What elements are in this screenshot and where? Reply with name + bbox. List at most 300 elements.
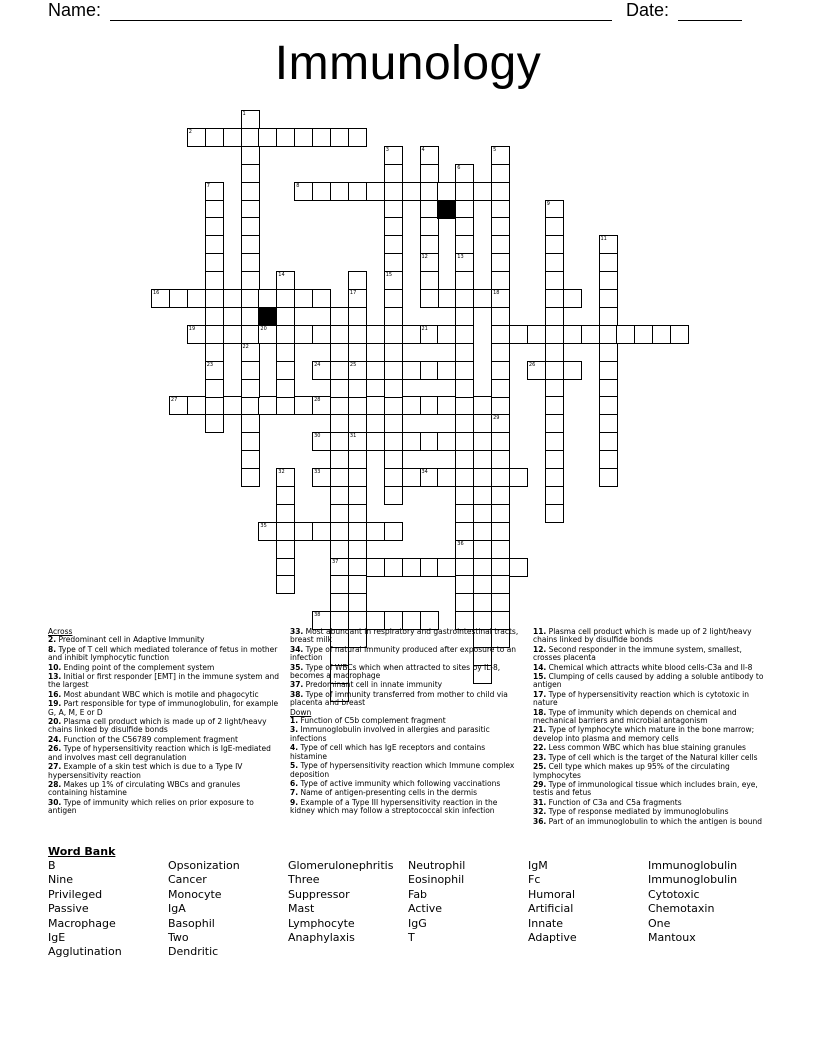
grid-cell[interactable] <box>330 432 349 451</box>
grid-cell[interactable] <box>455 343 474 362</box>
grid-cell[interactable] <box>241 164 260 183</box>
grid-cell[interactable] <box>241 271 260 290</box>
grid-cell[interactable] <box>330 343 349 362</box>
grid-cell[interactable] <box>348 414 367 433</box>
grid-cell[interactable] <box>348 128 367 147</box>
grid-cell[interactable] <box>241 396 260 415</box>
grid-cell[interactable] <box>348 432 367 451</box>
grid-cell[interactable] <box>348 486 367 505</box>
grid-cell[interactable] <box>258 325 277 344</box>
grid-cell[interactable] <box>187 396 206 415</box>
grid-cell[interactable] <box>491 504 510 523</box>
grid-cell[interactable] <box>491 486 510 505</box>
grid-cell[interactable] <box>420 558 439 577</box>
grid-cell[interactable] <box>348 396 367 415</box>
grid-cell[interactable] <box>545 504 564 523</box>
grid-cell[interactable] <box>599 379 618 398</box>
grid-cell[interactable] <box>599 289 618 308</box>
grid-cell[interactable] <box>545 217 564 236</box>
grid-cell[interactable] <box>652 325 671 344</box>
grid-cell[interactable] <box>455 164 474 183</box>
grid-cell[interactable] <box>545 343 564 362</box>
grid-cell[interactable] <box>366 522 385 541</box>
grid-cell[interactable] <box>348 504 367 523</box>
grid-cell[interactable] <box>455 182 474 201</box>
grid-cell[interactable] <box>312 468 331 487</box>
grid-cell[interactable] <box>455 289 474 308</box>
grid-cell[interactable] <box>509 468 528 487</box>
grid-cell[interactable] <box>169 289 188 308</box>
grid-cell[interactable] <box>348 593 367 612</box>
grid-cell[interactable] <box>384 146 403 165</box>
grid-cell[interactable] <box>384 271 403 290</box>
grid-cell[interactable] <box>420 217 439 236</box>
grid-cell[interactable] <box>384 200 403 219</box>
grid-cell[interactable] <box>420 253 439 272</box>
grid-cell[interactable] <box>294 325 313 344</box>
grid-cell[interactable] <box>545 468 564 487</box>
grid-cell[interactable] <box>312 325 331 344</box>
grid-cell[interactable] <box>205 396 224 415</box>
grid-cell[interactable] <box>384 217 403 236</box>
grid-cell[interactable] <box>348 307 367 326</box>
grid-cell[interactable] <box>437 558 456 577</box>
grid-cell[interactable] <box>545 396 564 415</box>
grid-cell[interactable] <box>276 379 295 398</box>
grid-cell[interactable] <box>205 361 224 380</box>
grid-cell[interactable] <box>473 522 492 541</box>
grid-cell[interactable] <box>241 217 260 236</box>
grid-cell[interactable] <box>294 128 313 147</box>
grid-cell[interactable] <box>491 164 510 183</box>
date-label: Date: <box>626 0 670 20</box>
grid-cell[interactable] <box>348 468 367 487</box>
grid-cell[interactable] <box>348 522 367 541</box>
grid-cell[interactable] <box>455 504 474 523</box>
grid-cell[interactable] <box>276 522 295 541</box>
grid-cell[interactable] <box>455 540 474 559</box>
grid-cell[interactable] <box>581 325 600 344</box>
grid-cell[interactable] <box>563 325 582 344</box>
grid-cell[interactable] <box>276 486 295 505</box>
grid-cell[interactable] <box>276 343 295 362</box>
grid-cell[interactable] <box>473 289 492 308</box>
grid-cell[interactable] <box>491 558 510 577</box>
grid-cell[interactable] <box>330 575 349 594</box>
grid-cell[interactable] <box>276 361 295 380</box>
grid-cell[interactable] <box>205 325 224 344</box>
grid-cell[interactable] <box>491 200 510 219</box>
grid-cell[interactable] <box>330 593 349 612</box>
grid-cell[interactable] <box>223 325 242 344</box>
grid-cell[interactable] <box>330 540 349 559</box>
clue <box>533 781 765 798</box>
grid-cell[interactable] <box>491 379 510 398</box>
grid-cell[interactable] <box>473 396 492 415</box>
grid-cell[interactable] <box>616 325 635 344</box>
grid-cell[interactable] <box>384 414 403 433</box>
grid-cell[interactable] <box>473 504 492 523</box>
grid-cell[interactable] <box>384 558 403 577</box>
grid-cell[interactable] <box>402 182 421 201</box>
grid-cell[interactable] <box>420 468 439 487</box>
grid-cell[interactable] <box>187 128 206 147</box>
grid-cell[interactable] <box>491 253 510 272</box>
grid-cell[interactable] <box>563 361 582 380</box>
grid-cell[interactable] <box>276 307 295 326</box>
grid-cell[interactable] <box>348 361 367 380</box>
grid-cell[interactable] <box>455 396 474 415</box>
grid-cell[interactable] <box>545 379 564 398</box>
grid-cell[interactable] <box>312 396 331 415</box>
grid-cell[interactable] <box>420 271 439 290</box>
grid-cell[interactable] <box>491 593 510 612</box>
grid-cell[interactable] <box>241 110 260 129</box>
grid-cell[interactable] <box>384 522 403 541</box>
grid-cell[interactable] <box>491 575 510 594</box>
clue <box>48 664 280 672</box>
grid-cell[interactable] <box>455 361 474 380</box>
grid-cell[interactable] <box>241 235 260 254</box>
grid-cell[interactable] <box>241 182 260 201</box>
grid-cell[interactable] <box>384 307 403 326</box>
grid-cell[interactable] <box>205 128 224 147</box>
grid-cell[interactable] <box>276 325 295 344</box>
grid-cell[interactable] <box>258 396 277 415</box>
grid-cell[interactable] <box>455 593 474 612</box>
grid-cell[interactable] <box>473 540 492 559</box>
grid-cell[interactable] <box>384 253 403 272</box>
grid-cell[interactable] <box>420 182 439 201</box>
grid-cell[interactable] <box>455 558 474 577</box>
grid-cell[interactable] <box>545 200 564 219</box>
grid-cell[interactable] <box>599 396 618 415</box>
grid-cell[interactable] <box>491 182 510 201</box>
grid-cell[interactable] <box>384 325 403 344</box>
grid-cell[interactable] <box>491 289 510 308</box>
grid-cell[interactable] <box>312 289 331 308</box>
grid-cell[interactable] <box>330 558 349 577</box>
grid-cell[interactable] <box>276 468 295 487</box>
grid-cell[interactable] <box>330 522 349 541</box>
grid-cell[interactable] <box>330 361 349 380</box>
grid-cell[interactable] <box>241 343 260 362</box>
grid-cell[interactable] <box>420 235 439 254</box>
grid-cell[interactable] <box>384 486 403 505</box>
date-field[interactable] <box>678 4 742 21</box>
grid-cell[interactable] <box>491 468 510 487</box>
grid-cell[interactable] <box>455 575 474 594</box>
grid-cell[interactable] <box>491 307 510 326</box>
grid-cell[interactable] <box>205 343 224 362</box>
grid-cell[interactable] <box>241 325 260 344</box>
grid-cell[interactable] <box>670 325 689 344</box>
grid-cell[interactable] <box>545 289 564 308</box>
grid-cell[interactable] <box>473 414 492 433</box>
grid-cell[interactable] <box>312 128 331 147</box>
grid-cell[interactable] <box>384 432 403 451</box>
grid-cell[interactable] <box>276 575 295 594</box>
grid-cell[interactable] <box>294 182 313 201</box>
grid-cell[interactable] <box>241 289 260 308</box>
grid-cell[interactable] <box>491 146 510 165</box>
grid-cell[interactable] <box>169 396 188 415</box>
grid-cell[interactable] <box>276 504 295 523</box>
grid-cell[interactable] <box>545 271 564 290</box>
grid-cell[interactable] <box>276 289 295 308</box>
grid-cell[interactable] <box>205 271 224 290</box>
grid-cell[interactable] <box>437 396 456 415</box>
grid-cell[interactable] <box>241 468 260 487</box>
grid-cell[interactable] <box>402 396 421 415</box>
grid-cell[interactable] <box>402 558 421 577</box>
grid-cell[interactable] <box>455 414 474 433</box>
grid-cell[interactable] <box>223 128 242 147</box>
grid-cell[interactable] <box>491 271 510 290</box>
grid-cell[interactable] <box>420 432 439 451</box>
grid-cell[interactable] <box>241 414 260 433</box>
grid-cell[interactable] <box>634 325 653 344</box>
down-heading: Down <box>290 707 312 717</box>
grid-cell[interactable] <box>491 540 510 559</box>
grid-cell[interactable] <box>420 146 439 165</box>
grid-cell[interactable] <box>491 217 510 236</box>
grid-cell[interactable] <box>473 450 492 469</box>
grid-cell[interactable] <box>330 468 349 487</box>
grid-cell[interactable] <box>384 361 403 380</box>
grid-cell[interactable] <box>312 522 331 541</box>
grid-cell[interactable] <box>312 432 331 451</box>
clues-column-2 <box>290 628 522 817</box>
grid-cell[interactable] <box>545 361 564 380</box>
grid-cell[interactable] <box>276 558 295 577</box>
grid-cell[interactable] <box>348 379 367 398</box>
grid-cell[interactable] <box>384 468 403 487</box>
grid-cell[interactable] <box>384 182 403 201</box>
grid-cell[interactable] <box>599 432 618 451</box>
grid-cell[interactable] <box>455 522 474 541</box>
grid-cell[interactable] <box>384 164 403 183</box>
grid-cell[interactable] <box>437 325 456 344</box>
grid-cell[interactable] <box>241 450 260 469</box>
grid-cell[interactable] <box>473 593 492 612</box>
grid-cell[interactable] <box>455 200 474 219</box>
grid-cell[interactable] <box>330 486 349 505</box>
grid-cell[interactable] <box>491 450 510 469</box>
grid-cell[interactable] <box>205 217 224 236</box>
grid-cell[interactable] <box>348 343 367 362</box>
grid-cell[interactable] <box>599 450 618 469</box>
grid-cell[interactable] <box>241 379 260 398</box>
grid-cell[interactable] <box>437 182 456 201</box>
grid-cell[interactable] <box>241 146 260 165</box>
grid-cell[interactable] <box>420 361 439 380</box>
grid-cell[interactable] <box>455 468 474 487</box>
grid-cell[interactable] <box>455 307 474 326</box>
grid-cell[interactable] <box>205 414 224 433</box>
grid-cell[interactable] <box>509 325 528 344</box>
grid-cell[interactable] <box>545 432 564 451</box>
grid-cell[interactable] <box>151 289 170 308</box>
grid-cell[interactable] <box>223 396 242 415</box>
grid-cell[interactable] <box>276 396 295 415</box>
grid-cell[interactable] <box>330 379 349 398</box>
grid-cell[interactable] <box>276 271 295 290</box>
grid-cell[interactable] <box>205 379 224 398</box>
grid-cell[interactable] <box>241 200 260 219</box>
grid-cell[interactable] <box>348 325 367 344</box>
grid-cell[interactable] <box>205 253 224 272</box>
grid-cell[interactable] <box>420 289 439 308</box>
grid-cell[interactable] <box>545 450 564 469</box>
grid-cell[interactable] <box>223 289 242 308</box>
grid-cell[interactable] <box>187 289 206 308</box>
grid-cell[interactable] <box>258 128 277 147</box>
clue <box>533 763 765 780</box>
grid-cell[interactable] <box>473 486 492 505</box>
grid-cell[interactable] <box>205 182 224 201</box>
grid-cell[interactable] <box>384 343 403 362</box>
grid-cell[interactable] <box>348 540 367 559</box>
grid-cell[interactable] <box>473 558 492 577</box>
grid-cell[interactable] <box>258 289 277 308</box>
grid-cell[interactable] <box>563 289 582 308</box>
grid-cell[interactable] <box>473 468 492 487</box>
grid-cell[interactable] <box>330 450 349 469</box>
grid-cell[interactable] <box>241 432 260 451</box>
grid-cell[interactable] <box>437 468 456 487</box>
grid-cell[interactable] <box>294 522 313 541</box>
grid-cell[interactable] <box>491 522 510 541</box>
grid-cell[interactable] <box>599 468 618 487</box>
grid-cell[interactable] <box>545 414 564 433</box>
grid-cell[interactable] <box>491 432 510 451</box>
grid-cell[interactable] <box>437 432 456 451</box>
grid-cell[interactable] <box>366 558 385 577</box>
grid-cell[interactable] <box>366 432 385 451</box>
grid-cell[interactable] <box>402 325 421 344</box>
grid-cell[interactable] <box>599 253 618 272</box>
grid-cell[interactable] <box>276 128 295 147</box>
grid-cell[interactable] <box>187 325 206 344</box>
grid-cell[interactable] <box>330 307 349 326</box>
grid-cell[interactable] <box>527 361 546 380</box>
grid-cell[interactable] <box>241 253 260 272</box>
grid-cell[interactable] <box>473 432 492 451</box>
grid-cell[interactable] <box>241 128 260 147</box>
grid-cell[interactable] <box>276 540 295 559</box>
grid-cell[interactable] <box>330 128 349 147</box>
grid-cell[interactable] <box>455 432 474 451</box>
grid-cell[interactable] <box>491 325 510 344</box>
grid-cell[interactable] <box>420 396 439 415</box>
grid-cell[interactable] <box>294 396 313 415</box>
grid-cell[interactable] <box>205 235 224 254</box>
grid-cell[interactable] <box>241 361 260 380</box>
grid-cell[interactable] <box>455 450 474 469</box>
grid-cell[interactable] <box>491 361 510 380</box>
grid-cell[interactable] <box>384 289 403 308</box>
grid-cell[interactable] <box>348 558 367 577</box>
grid-cell[interactable] <box>455 271 474 290</box>
grid-cell[interactable] <box>366 396 385 415</box>
grid-cell[interactable] <box>420 325 439 344</box>
grid-cell[interactable] <box>294 289 313 308</box>
grid-cell[interactable] <box>384 450 403 469</box>
grid-cell[interactable] <box>384 379 403 398</box>
grid-cell[interactable] <box>437 289 456 308</box>
grid-cell[interactable] <box>473 182 492 201</box>
grid-cell[interactable] <box>545 486 564 505</box>
grid-cell[interactable] <box>473 575 492 594</box>
grid-cell[interactable] <box>455 235 474 254</box>
grid-cell[interactable] <box>348 289 367 308</box>
grid-cell[interactable] <box>348 575 367 594</box>
grid-cell[interactable] <box>491 343 510 362</box>
grid-cell[interactable] <box>402 468 421 487</box>
grid-cell[interactable] <box>545 235 564 254</box>
grid-cell[interactable] <box>330 325 349 344</box>
grid-cell[interactable] <box>599 325 618 344</box>
grid-cell[interactable] <box>437 361 456 380</box>
grid-cell[interactable] <box>258 522 277 541</box>
grid-cell[interactable] <box>455 325 474 344</box>
grid-cell[interactable] <box>402 361 421 380</box>
grid-cell[interactable] <box>527 325 546 344</box>
grid-cell[interactable] <box>455 379 474 398</box>
grid-cell[interactable] <box>599 361 618 380</box>
grid-cell[interactable] <box>545 253 564 272</box>
grid-cell[interactable] <box>348 182 367 201</box>
grid-cell[interactable] <box>455 217 474 236</box>
grid-cell[interactable] <box>455 486 474 505</box>
grid-cell[interactable] <box>491 235 510 254</box>
grid-cell[interactable] <box>545 325 564 344</box>
grid-cell[interactable] <box>491 396 510 415</box>
grid-cell[interactable] <box>599 414 618 433</box>
grid-cell[interactable] <box>330 396 349 415</box>
grid-cell[interactable] <box>491 414 510 433</box>
grid-cell[interactable] <box>241 307 260 326</box>
grid-cell[interactable] <box>599 343 618 362</box>
grid-cell[interactable] <box>205 289 224 308</box>
grid-cell[interactable] <box>205 307 224 326</box>
grid-cell[interactable] <box>348 271 367 290</box>
grid-cell[interactable] <box>420 200 439 219</box>
grid-cell[interactable] <box>330 504 349 523</box>
grid-cell[interactable] <box>420 164 439 183</box>
grid-cell[interactable] <box>599 271 618 290</box>
grid-cell[interactable] <box>366 325 385 344</box>
grid-cell[interactable] <box>599 307 618 326</box>
grid-cell[interactable] <box>402 432 421 451</box>
grid-cell[interactable] <box>455 253 474 272</box>
name-field[interactable] <box>110 4 612 21</box>
grid-cell[interactable] <box>330 182 349 201</box>
grid-cell[interactable] <box>312 182 331 201</box>
grid-cell[interactable] <box>348 450 367 469</box>
grid-cell[interactable] <box>205 200 224 219</box>
grid-cell[interactable] <box>330 414 349 433</box>
grid-cell[interactable] <box>384 235 403 254</box>
grid-cell[interactable] <box>366 361 385 380</box>
grid-cell[interactable] <box>545 307 564 326</box>
grid-cell[interactable] <box>312 361 331 380</box>
grid-cell[interactable] <box>599 235 618 254</box>
grid-cell[interactable] <box>366 182 385 201</box>
grid-cell[interactable] <box>509 558 528 577</box>
grid-cell[interactable] <box>384 396 403 415</box>
